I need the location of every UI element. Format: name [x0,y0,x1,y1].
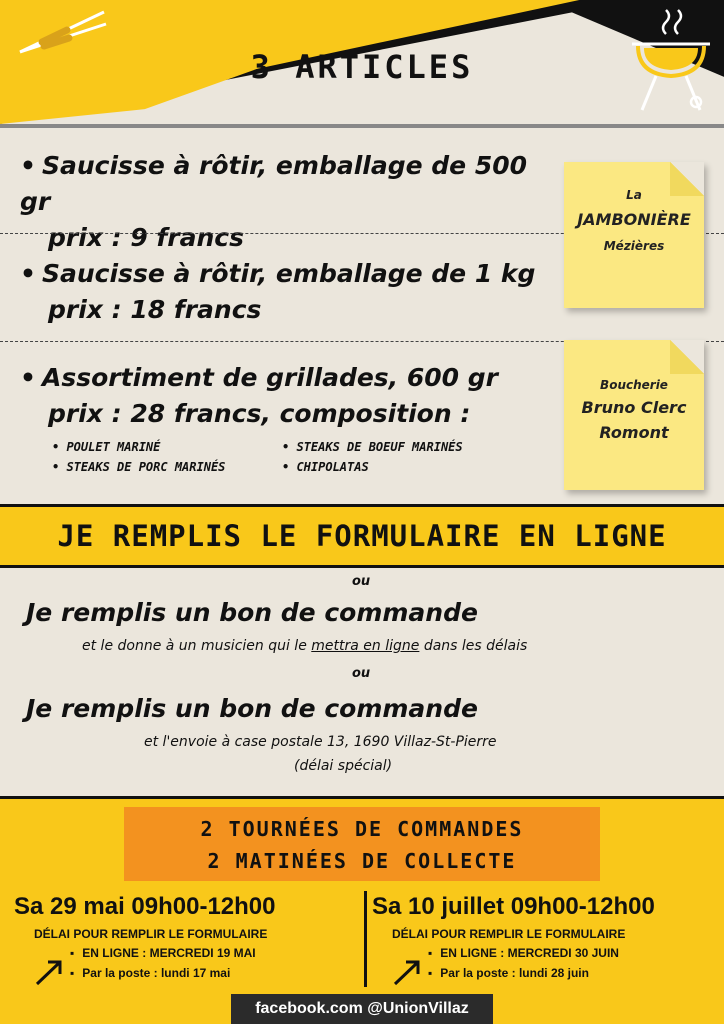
option-detail [82,638,527,654]
note-text: Bruno Clerc [581,398,687,417]
note-text: Mézières [603,239,665,253]
online-form-banner [0,504,724,568]
composition-list [52,440,552,474]
article-2-title: Saucisse à rôtir, emballage de 1 kg [42,259,536,288]
session-date: Sa 29 mai 09h00-12h00 [14,893,276,920]
session-1 [14,893,368,983]
option-detail-text: et le donne à un musicien qui le [82,638,312,654]
session-deadline-label: DÉLAI POUR REMPLIR LE FORMULAIRE [34,927,268,941]
option-title: Je remplis un bon de commande [26,598,478,627]
article-3-price: prix : 28 francs, composition : [48,399,471,428]
arrow-up-right-icon [34,957,64,987]
session-2 [372,893,724,983]
options-section [0,568,724,796]
banner-text: JE REMPLIS LE FORMULAIRE EN LIGNE [57,519,667,553]
sticky-note-jamboniere [564,162,704,308]
note-fold [670,340,704,374]
bbq-grill-icon [626,6,716,114]
option-title: Je remplis un bon de commande [26,694,478,723]
list-item: • STEAKS DE PORC MARINÉS [52,460,282,474]
tours-line: 2 MATINÉES DE COLLECTE [207,849,517,873]
session-deadline-label: DÉLAI POUR REMPLIR LE FORMULAIRE [392,927,626,941]
article-2-price: prix : 18 francs [48,295,262,324]
note-text: Romont [599,423,669,442]
column-divider [364,891,367,987]
page-title: 3 ARTICLES [250,48,474,86]
note-text: JAMBONIÈRE [577,210,691,229]
list-item: ▪ EN LIGNE : MERCREDI 30 JUIN [428,943,724,963]
tours-box [124,807,600,881]
option-detail: et l'envoie à case postale 13, 1690 Villaz-St-Pierre [144,734,497,750]
article-1-title: Saucisse à rôtir, emballage de 500 gr [20,151,528,216]
or-label: ou [352,666,371,681]
list-item: • CHIPOLATAS [282,460,512,474]
option-detail-text: dans les délais [419,638,528,654]
tours-line: 2 TOURNÉES DE COMMANDES [200,817,524,841]
article-1: • Saucisse à rôtir, emballage de 500 gr prix : 9 francs [20,148,560,256]
list-item: ▪ EN LIGNE : MERCREDI 19 MAI [70,943,368,963]
article-2: • Saucisse à rôtir, emballage de 1 kg prix : 18 francs [20,256,560,328]
option-detail-underlined: mettra en ligne [311,638,420,654]
list-item: ▪ Par la poste : lundi 28 juin [428,963,724,983]
list-item: • STEAKS DE BOEUF MARINÉS [282,440,512,454]
arrow-up-right-icon [392,957,422,987]
option-note: (délai spécial) [294,758,393,774]
list-item: ▪ Par la poste : lundi 17 mai [70,963,368,983]
sticky-note-boucherie [564,340,704,490]
note-text: La [626,188,642,202]
article-3: • Assortiment de grillades, 600 gr prix : 28 francs, composition : [20,360,560,432]
note-fold [670,162,704,196]
or-label: ou [352,574,371,589]
list-item: • POULET MARINÉ [52,440,282,454]
article-1-price: prix : 9 francs [48,223,244,252]
facebook-link[interactable]: facebook.com @UnionVillaz [231,994,493,1024]
schedule-section [0,796,724,1024]
session-date: Sa 10 juillet 09h00-12h00 [372,893,655,920]
article-3-title: Assortiment de grillades, 600 gr [42,363,498,392]
note-text: Boucherie [600,378,668,392]
header [0,0,724,124]
articles-section [0,124,724,504]
